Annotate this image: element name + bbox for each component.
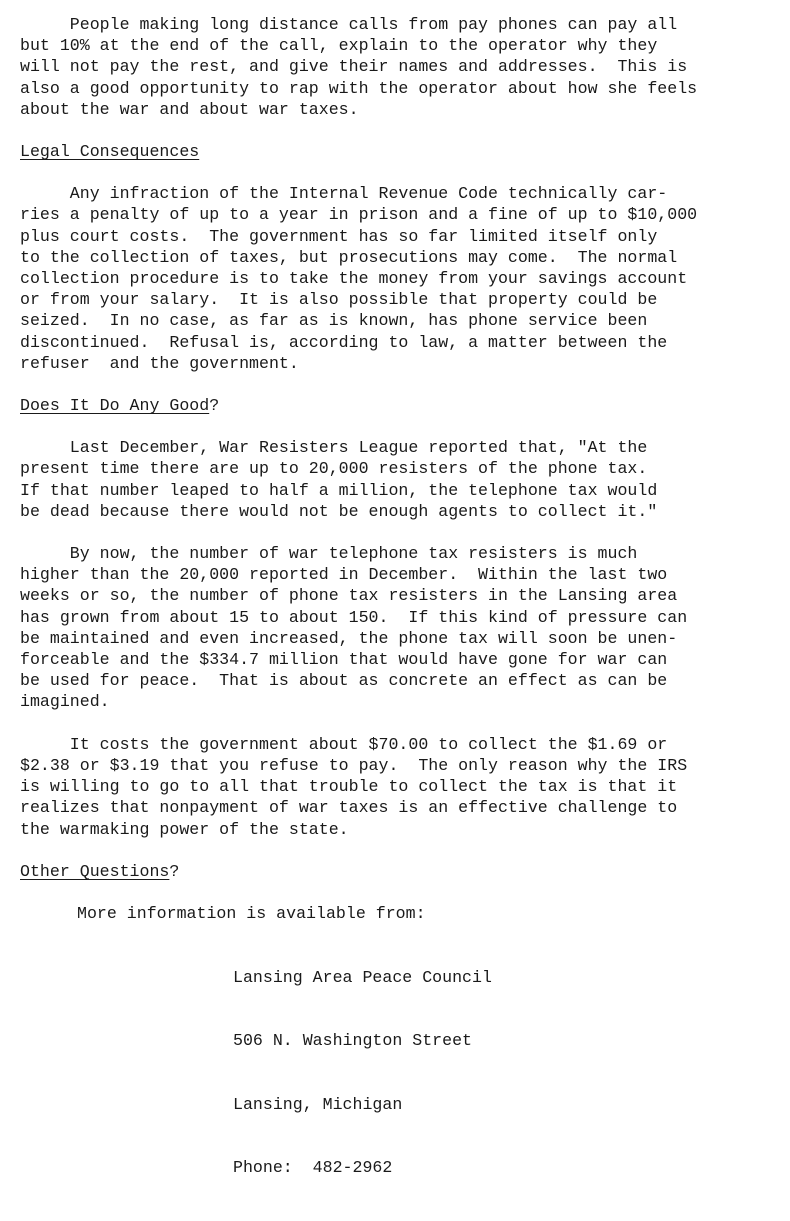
more-information-line: More information is available from:	[77, 903, 426, 923]
resisters-growth-paragraph	[20, 543, 782, 713]
legal-consequences-heading: Legal Consequences	[20, 142, 200, 162]
intro-paragraph	[20, 14, 782, 120]
text-line: higher than the 20,000 reported in December. Within the last two	[20, 565, 668, 585]
text-line: be used for peace. That is about as concrete an effect as can be	[20, 671, 668, 691]
text-line: about the war and about war taxes.	[20, 99, 359, 119]
text-line: ries a penalty of up to a year in prison and a fine of up to $10,000	[20, 205, 698, 225]
text-line: has grown from about 15 to about 150. If this kind of pressure can	[20, 607, 688, 627]
text-line: weeks or so, the number of phone tax resisters in the Lansing area	[20, 586, 678, 606]
text-line: discontinued. Refusal is, according to law, a matter between the	[20, 332, 668, 352]
text-line: By now, the number of war telephone tax resisters is much	[20, 544, 638, 564]
text-line: refuser and the government.	[20, 353, 299, 373]
text-line: is willing to go to all that trouble to collect the tax is that it	[20, 777, 678, 797]
text-line: to the collection of taxes, but prosecutions may come. The normal	[20, 247, 678, 267]
city-state: Lansing, Michigan	[233, 1094, 403, 1114]
text-line: plus court costs. The government has so far limited itself only	[20, 226, 658, 246]
war-resisters-paragraph	[20, 437, 782, 522]
text-line: imagined.	[20, 692, 110, 712]
organization-name: Lansing Area Peace Council	[233, 967, 492, 987]
heading-suffix: ?	[169, 861, 180, 881]
text-line: be maintained and even increased, the phone tax will soon be unen-	[20, 628, 678, 648]
text-line: collection procedure is to take the money from your savings account	[20, 269, 688, 289]
text-line: If that number leaped to half a million, the telephone tax would	[20, 480, 658, 500]
collection-cost-paragraph	[20, 734, 782, 840]
text-line: People making long distance calls from pay phones can pay all	[20, 15, 678, 34]
does-it-do-any-good-heading	[20, 395, 782, 416]
text-line: be dead because there would not be enough agents to collect it."	[20, 501, 658, 521]
heading-text: Does It Do Any Good	[20, 396, 210, 416]
text-line: present time there are up to 20,000 resisters of the phone tax.	[20, 459, 648, 479]
text-line: It costs the government about $70.00 to collect the $1.69 or	[20, 734, 668, 754]
phone-number: Phone: 482-2962	[233, 1158, 393, 1178]
text-line: but 10% at the end of the call, explain to the operator why they	[20, 36, 658, 56]
document-page	[20, 14, 782, 1221]
heading-suffix: ?	[209, 396, 220, 416]
text-line: forceable and the $334.7 million that would have gone for war can	[20, 650, 668, 670]
text-line: seized. In no case, as far as is known, has phone service been	[20, 311, 648, 331]
text-line: also a good opportunity to rap with the operator about how she feels	[20, 78, 698, 98]
contact-address	[20, 924, 782, 1221]
heading-text: Other Questions	[20, 861, 170, 881]
text-line: or from your salary. It is also possible that property could be	[20, 290, 658, 310]
other-questions-heading	[20, 861, 782, 882]
text-line: $2.38 or $3.19 that you refuse to pay. The only reason why the IRS	[20, 755, 688, 775]
text-line: the warmaking power of the state.	[20, 819, 349, 839]
text-line: Any infraction of the Internal Revenue Code technically car-	[20, 184, 668, 204]
street-address: 506 N. Washington Street	[233, 1031, 472, 1051]
legal-consequences-paragraph	[20, 183, 782, 374]
text-line: Last December, War Resisters League reported that, "At the	[20, 438, 648, 458]
text-line: will not pay the rest, and give their names and addresses. This is	[20, 57, 688, 77]
text-line: realizes that nonpayment of war taxes is an effective challenge to	[20, 798, 678, 818]
